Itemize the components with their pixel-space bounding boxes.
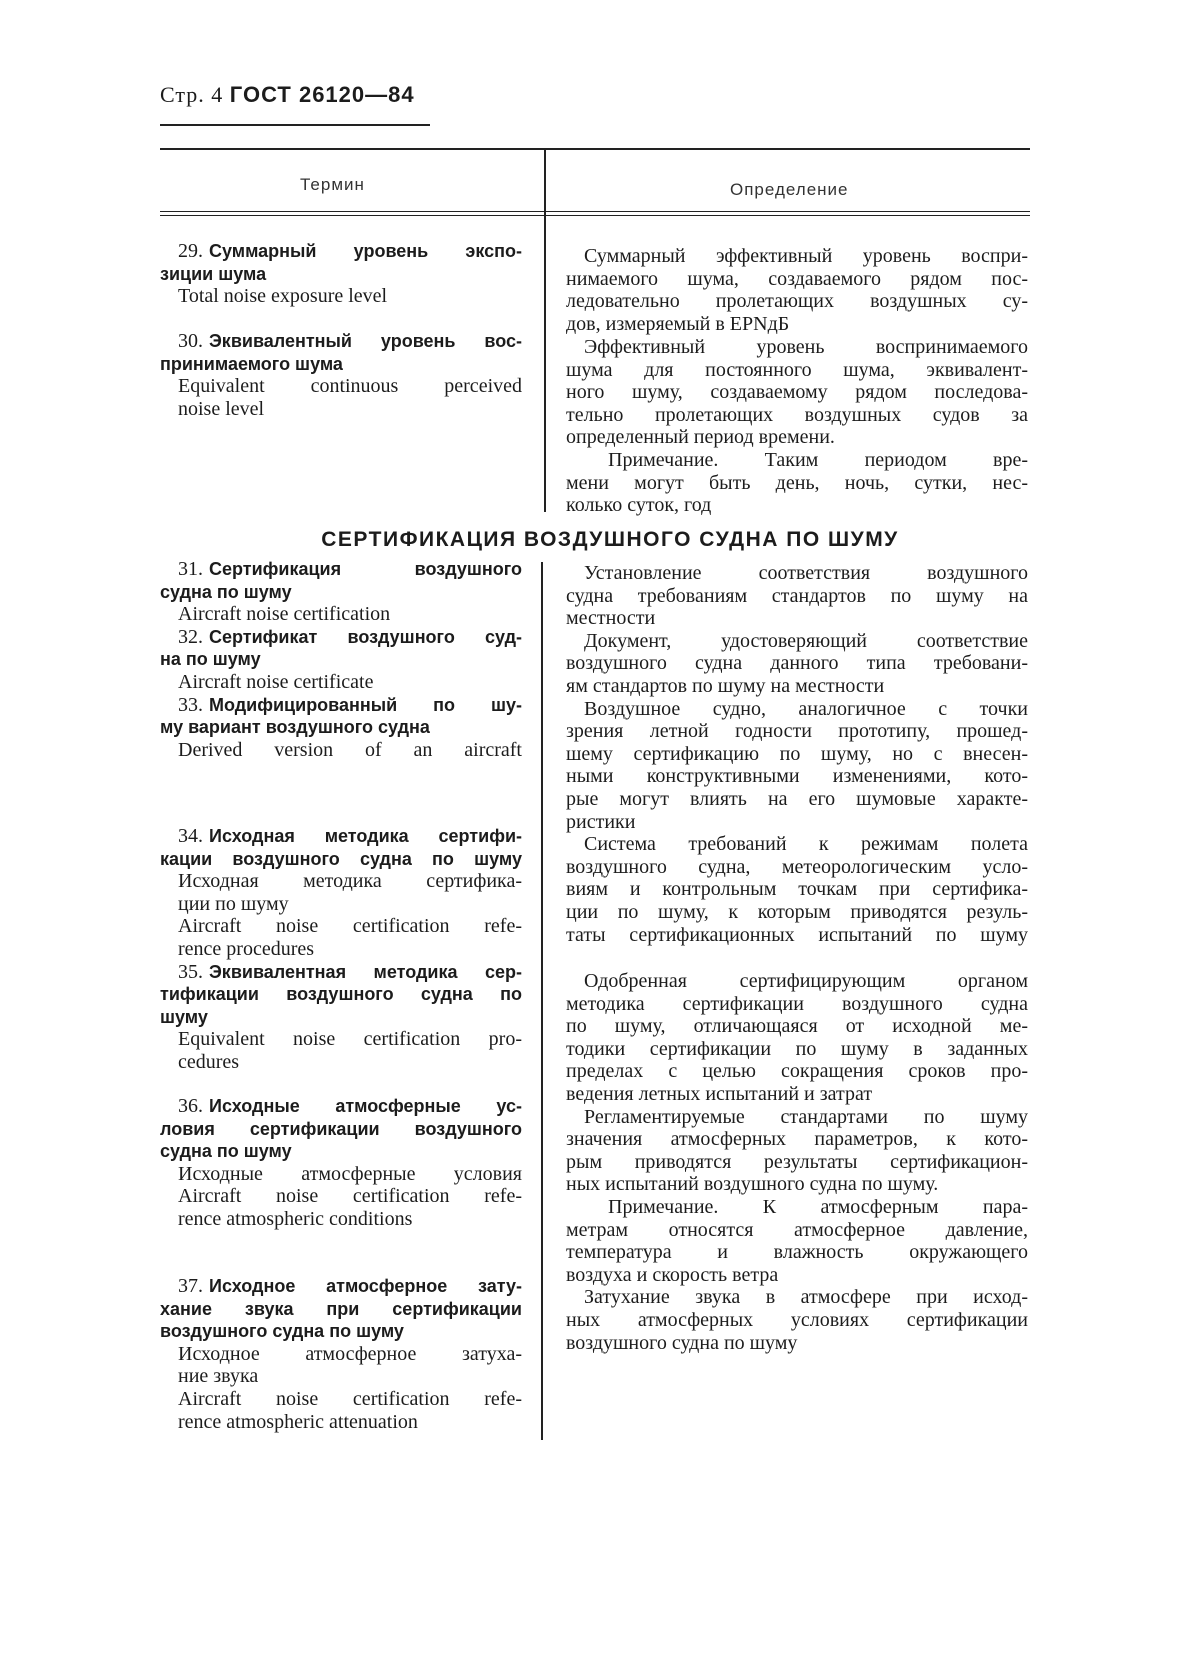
term-line [160,1118,522,1141]
definition-line: Документ, удостоверяющий соответствие [584,629,1028,652]
term-line [160,353,522,376]
definition-line: ям стандартов по шуму на местности [566,674,885,697]
definition-line: нимаемого шума, создаваемого рядом пос- [566,267,1028,290]
term-line [160,263,522,286]
term-entry [160,240,522,308]
term-translation-line [160,739,522,762]
term-line [160,983,522,1006]
note-line: Примечание. Таким периодом вре- [608,448,1028,471]
term-text: Aircraft noise certification [178,603,391,626]
term-translation-line [160,1028,522,1051]
definition-line: шему сертификацию по шуму, но с внесен- [566,742,1028,765]
term-text: кации воздушного судна по шуму [160,848,522,869]
definition-line: ного шуму, создаваемому рядом последова- [566,381,1028,404]
term-line [160,626,522,649]
term-text: Модифицированный по шу- [209,694,522,715]
definition-line: ледовательно пролетающих воздушных су- [566,290,1028,313]
definition-line: Регламентируемые стандартами по шуму [584,1105,1028,1128]
definition-line: ристики [566,810,636,833]
definition-line: методика сертификации воздушного судна [566,992,1028,1015]
term-translation-line [160,671,522,694]
term-line [160,825,522,848]
definition-line: колько суток, год [566,494,712,517]
definition-line: ных испытаний воздушного судна по шуму. [566,1173,939,1196]
term-text: хание звука при сертификации [160,1298,522,1319]
term-text: noise level [178,397,265,420]
definition-line: виям и контрольным точкам при сертифика- [566,878,1028,901]
definition-line: метрам относятся атмосферное давление, [566,1218,1028,1241]
term-text: Equivalent continuous perceived [178,375,522,398]
definition-line: таты сертификационных испытаний по шуму [566,923,1028,946]
term-text: тификации воздушного судна по [160,984,522,1005]
term-text: судна по шуму [160,581,292,602]
definition-line: судна требованиям стандартов по шуму на [566,584,1028,607]
term-text: Исходная методика сертифика- [178,870,522,893]
term-number: 34. [178,825,203,847]
term-text: му вариант воздушного судна [160,717,430,738]
header-double-rule-1 [160,211,1030,212]
term-text: воздушного судна по шуму [160,1321,404,1342]
term-text: шуму [160,1006,208,1027]
definition-line: шума для постоянного шума, эквивалент- [566,358,1028,381]
definition-line: зрения летной годности прототипу, прошед- [566,720,1028,743]
term-text: cedures [178,1050,240,1073]
term-text: Derived version of an aircraft [178,738,522,761]
term-text: Исходное атмосферное затуха- [178,1342,522,1365]
term-translation-line [160,893,522,916]
term-text: Исходное атмосферное зату- [209,1276,522,1296]
term-text: Aircraft noise certificate [178,670,374,693]
term-number: 31. [178,558,203,580]
term-text: ние звука [178,1365,259,1388]
term-text: Total noise exposure level [178,285,388,308]
term-text: Исходные атмосферные ус- [209,1096,522,1116]
definition-line: ции по шуму, к которым приводятся резуль- [566,900,1028,923]
column-header-term: Термин [300,175,365,194]
term-line [160,1006,522,1029]
term-number: 37. [178,1275,203,1297]
term-text: ции по шуму [178,892,289,915]
term-translation-line [160,1185,522,1208]
term-text: Суммарный уровень экспо- [209,241,522,261]
definition-line: значения атмосферных параметров, к кото- [566,1128,1028,1151]
term-text: Исходная методика сертифи- [209,826,522,846]
definition-line: Установление соответствия воздушного [584,562,1028,584]
term-text: rence atmospheric attenuation [178,1410,418,1433]
term-entry [160,330,522,420]
definition-line: Одобренная сертифицирующим органом [584,970,1028,992]
term-text: на по шуму [160,649,261,670]
term-translation-line [160,915,522,938]
page-number: Стр. 4 [160,82,224,107]
term-text: rence atmospheric conditions [178,1207,413,1230]
term-text: Сертификация воздушного [209,559,522,579]
gost-number: ГОСТ 26120—84 [229,82,415,107]
term-line [160,581,522,604]
term-translation-line [160,1208,522,1231]
definition-line: воздуха и скорость ветра [566,1263,779,1286]
definition-line: ными конструктивными изменениями, кото- [566,765,1028,788]
term-text: Эквивалентная методика сер- [209,961,522,982]
term-translation-line [160,1365,522,1388]
term-line [160,330,522,353]
term-text: rence procedures [178,937,315,960]
header-rule [160,124,430,126]
term-text: Эквивалентный уровень вос- [209,331,522,351]
term-text: Aircraft noise certification refe- [178,915,522,938]
definition-line: температура и влажность окружающего [566,1241,1028,1264]
term-translation-line [160,870,522,893]
definition-line: местности [566,607,656,630]
term-entry [160,825,522,1074]
term-entry [160,1095,522,1231]
term-number: 35. [178,960,203,983]
term-line [160,1275,522,1298]
definition-line: рым приводятся результаты сертификацион- [566,1150,1028,1173]
definition-line: тельно пролетающих воздушных судов за [566,403,1028,426]
definition-line: ведения летных испытаний и затрат [566,1082,873,1105]
term-line [160,716,522,739]
term-text: Aircraft noise certification refe- [178,1185,522,1208]
term-text: Исходные атмосферные условия [178,1162,522,1185]
term-entry [160,558,522,761]
term-translation-line [160,603,522,626]
definition-line: по шуму, отличающаяся от исходной ме- [566,1015,1028,1038]
term-translation-line [160,375,522,398]
page-header [160,82,415,108]
term-text: принимаемого шума [160,353,343,374]
definition-line: определенный период времени. [566,426,835,449]
table-top-rule [160,148,1030,150]
term-number: 30. [178,330,203,352]
term-number: 32. [178,625,203,648]
definition-line: пределах с целью сокращения сроков про- [566,1060,1028,1083]
definition-entry [566,336,1028,517]
term-text: судна по шуму [160,1141,292,1162]
definition-line: воздушного судна по шуму [566,1331,798,1354]
definition-line: мени могут быть день, ночь, сутки, нес- [566,471,1028,494]
term-translation-line [160,285,522,308]
definition-entry [566,970,1028,1354]
column-divider-top [544,150,546,512]
term-line [160,1320,522,1343]
definition-line: Система требований к режимам полета [584,833,1028,856]
definition-entry [566,562,1028,946]
term-line [160,961,522,984]
term-line [160,694,522,717]
term-line [160,1298,522,1321]
term-text: Aircraft noise certification refe- [178,1387,522,1410]
term-translation-line [160,1343,522,1366]
term-entry [160,1275,522,1433]
term-translation-line [160,938,522,961]
header-double-rule-2 [160,215,1030,216]
definition-line: ных атмосферных условиях сертификации [566,1308,1028,1331]
definition-line: воздушного судна, метеорологическим усло- [566,855,1028,878]
term-translation-line [160,398,522,421]
definition-line: дов, измеряемый в EPNдБ [566,312,790,335]
term-translation-line [160,1388,522,1411]
term-line [160,848,522,871]
term-line [160,1095,522,1118]
section-title: СЕРТИФИКАЦИЯ ВОЗДУШНОГО СУДНА ПО ШУМУ [321,528,899,551]
term-number: 36. [178,1095,203,1117]
definition-line: Эффективный уровень воспринимаемого [584,336,1028,358]
term-line [160,648,522,671]
term-translation-line [160,1411,522,1434]
term-text: ловия сертификации воздушного [160,1118,522,1139]
term-number: 33. [178,693,203,716]
definition-line: Затухание звука в атмосфере при исход- [584,1286,1028,1309]
term-text: зиции шума [160,263,267,284]
definition-line: Суммарный эффективный уровень воспри- [584,245,1028,267]
term-text: Equivalent noise certification pro- [178,1028,522,1051]
term-line [160,240,522,263]
term-number: 29. [178,240,203,262]
term-line [160,1140,522,1163]
term-text: Сертификат воздушного суд- [209,626,522,647]
column-divider-bottom [541,562,543,1440]
definition-line: воздушного судна данного типа требовани- [566,652,1028,675]
column-header-definition: Определение [730,180,849,199]
definition-line: Воздушное судно, аналогичное с точки [584,697,1028,720]
definition-line: рые могут влиять на его шумовые характе- [566,787,1028,810]
note-line: Примечание. К атмосферным пара- [608,1195,1028,1218]
term-translation-line [160,1051,522,1074]
term-line [160,558,522,581]
definition-entry [566,245,1028,335]
term-translation-line [160,1163,522,1186]
definition-line: тодики сертификации по шуму в заданных [566,1037,1028,1060]
